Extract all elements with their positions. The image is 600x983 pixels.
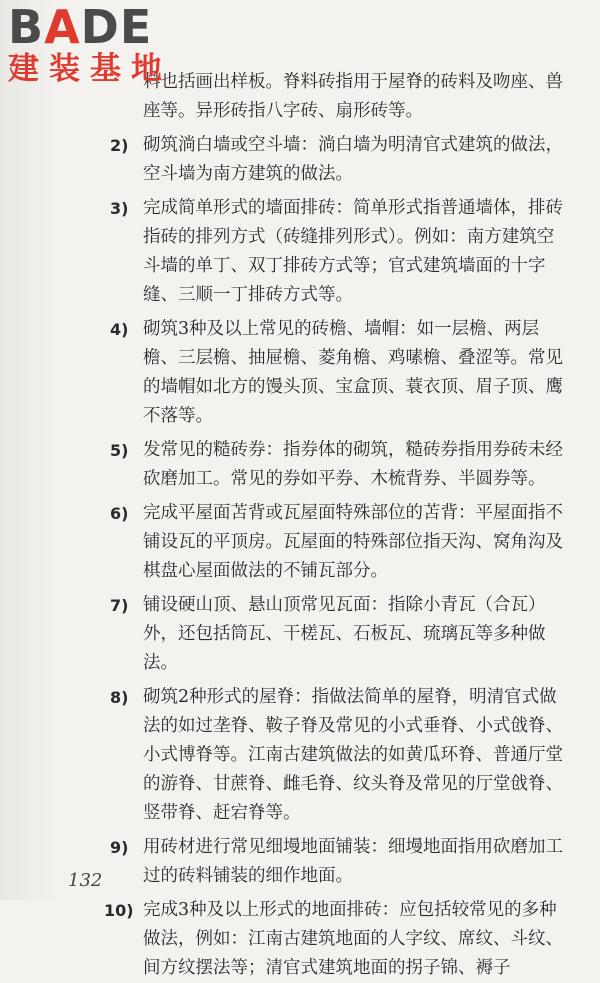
list-item: [110, 833, 570, 891]
item-number: 7): [110, 596, 129, 615]
list-item: [110, 591, 570, 678]
continued-paragraph: 料也括画出样板。脊料砖指用于屋脊的砖料及吻座、兽座等。异形砖指八字砖、扇形砖等。: [143, 72, 563, 121]
list-item: [104, 896, 570, 983]
item-number: 4): [110, 320, 129, 339]
item-text: 发常见的糙砖券：指券体的砌筑，糙砖券指用券砖未经砍磨加工。常见的券如平券、木梳背券、半圆券等。: [143, 440, 563, 489]
item-number: 6): [110, 504, 129, 523]
page-number: 132: [68, 870, 103, 891]
list-item: [110, 194, 570, 310]
item-number: 9): [110, 838, 129, 857]
list-item: [110, 436, 570, 494]
item-text: 砌筑3种及以上常见的砖檐、墙帽：如一层檐、两层檐、三层檐、抽屉檐、菱角檐、鸡嗉檐、叠涩等。常见的墙帽如北方的馒头顶、宝盒顶、蓑衣顶、眉子顶、鹰不落等。: [143, 319, 563, 426]
item-text: 砌筑淌白墙或空斗墙：淌白墙为明清官式建筑的做法，空斗墙为南方建筑的做法。: [143, 135, 563, 184]
item-number: 3): [110, 199, 129, 218]
item-text: 完成3种及以上形式的地面排砖：应包括较常见的多种做法，例如：江南古建筑地面的人字纹、席纹、斗纹、间方纹摆法等；清官式建筑地面的拐子锦、褥子: [143, 900, 563, 978]
item-number: 10): [104, 901, 134, 920]
logo-wordmark: BADE: [8, 0, 153, 54]
item-number: 5): [110, 441, 129, 460]
item-text: 铺设硬山顶、悬山顶常见瓦面：指除小青瓦（合瓦）外，还包括筒瓦、干槎瓦、石板瓦、琉璃瓦等多种做法。: [143, 595, 546, 673]
item-text: 砌筑2种形式的屋脊：指做法简单的屋脊，明清官式做法的如过垄脊、鞍子脊及常见的小式垂脊、小式戗脊、小式博脊等。江南古建筑做法的如黄瓜环脊、普通厅堂的游脊、甘蔗脊、雌毛脊、纹头脊及常见的厅堂戗脊、竖带脊、赶宕脊等。: [143, 687, 563, 823]
item-text: 用砖材进行常见细墁地面铺装：细墁地面指用砍磨加工过的砖料铺装的细作地面。: [143, 837, 563, 886]
page-spine-shadow: [0, 0, 60, 900]
list-item: [110, 315, 570, 431]
item-number: 8): [110, 688, 129, 707]
list-item: [110, 131, 570, 189]
bade-logo: [8, 0, 172, 87]
list-item: [110, 683, 570, 828]
list-item: [110, 499, 570, 586]
item-number: 2): [110, 136, 129, 155]
item-text: 完成简单形式的墙面排砖：简单形式指普通墙体，排砖指砖的排列方式（砖缝排列形式）。例如：南方建筑空斗墙的单丁、双丁排砖方式等；官式建筑墙面的十字缝、三顺一丁排砖方式等。: [143, 198, 563, 305]
page-body: [104, 68, 570, 983]
logo-subtitle: 建装基地: [8, 51, 172, 87]
item-text: 完成平屋面苫背或瓦屋面特殊部位的苫背：平屋面指不铺设瓦的平顶房。瓦屋面的特殊部位指天沟、窝角沟及棋盘心屋面做法的不铺瓦部分。: [143, 503, 563, 581]
